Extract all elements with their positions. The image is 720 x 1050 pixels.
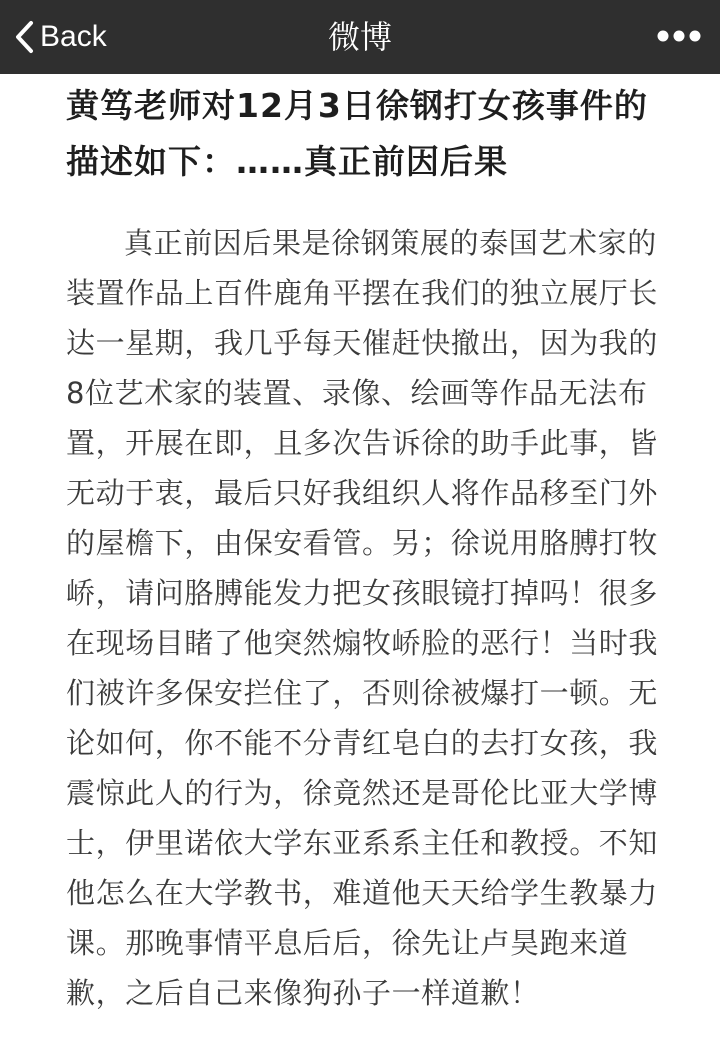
chevron-left-icon <box>14 20 34 54</box>
top-navigation-bar <box>0 0 720 74</box>
article-content <box>66 78 662 1018</box>
back-button[interactable] <box>14 0 107 74</box>
back-label: Back <box>40 20 107 53</box>
article-headline: 黄笃老师对12月3日徐钢打女孩事件的描述如下：……真正前因后果 <box>66 86 648 181</box>
more-dots-icon <box>656 28 702 47</box>
page-title: 微博 <box>327 18 392 56</box>
more-options-button[interactable] <box>656 0 702 74</box>
article-body: 真正前因后果是徐钢策展的泰国艺术家的装置作品上百件鹿角平摆在我们的独立展厅长达一星期，我几乎每天催赶快撤出，因为我的8位艺术家的装置、录像、绘画等作品无法布置，开展在即，且多次告诉徐的助手此事，皆无动于衷，最后只好我组织人将作品移至门外的屋檐下，由保安看管。另；徐说用胳膊打牧峤，请问胳膊能发力把女孩眼镜打掉吗！很多在现场目睹了他突然煽牧峤脸的恶行！当时我们被许多保安拦住了，否则徐被爆打一顿。无论如何，你不能不分青红皂白的去打女孩，我震惊此人的行为，徐竟然还是哥伦比亚大学博士，伊里诺依大学东亚系系主任和教授。不知他怎么在大学教书，难道他天天给学生教暴力课。那晚事情平息后后，徐先让卢昊跑来道歉，之后自己来像狗孙子一样道歉！ <box>66 226 659 1010</box>
